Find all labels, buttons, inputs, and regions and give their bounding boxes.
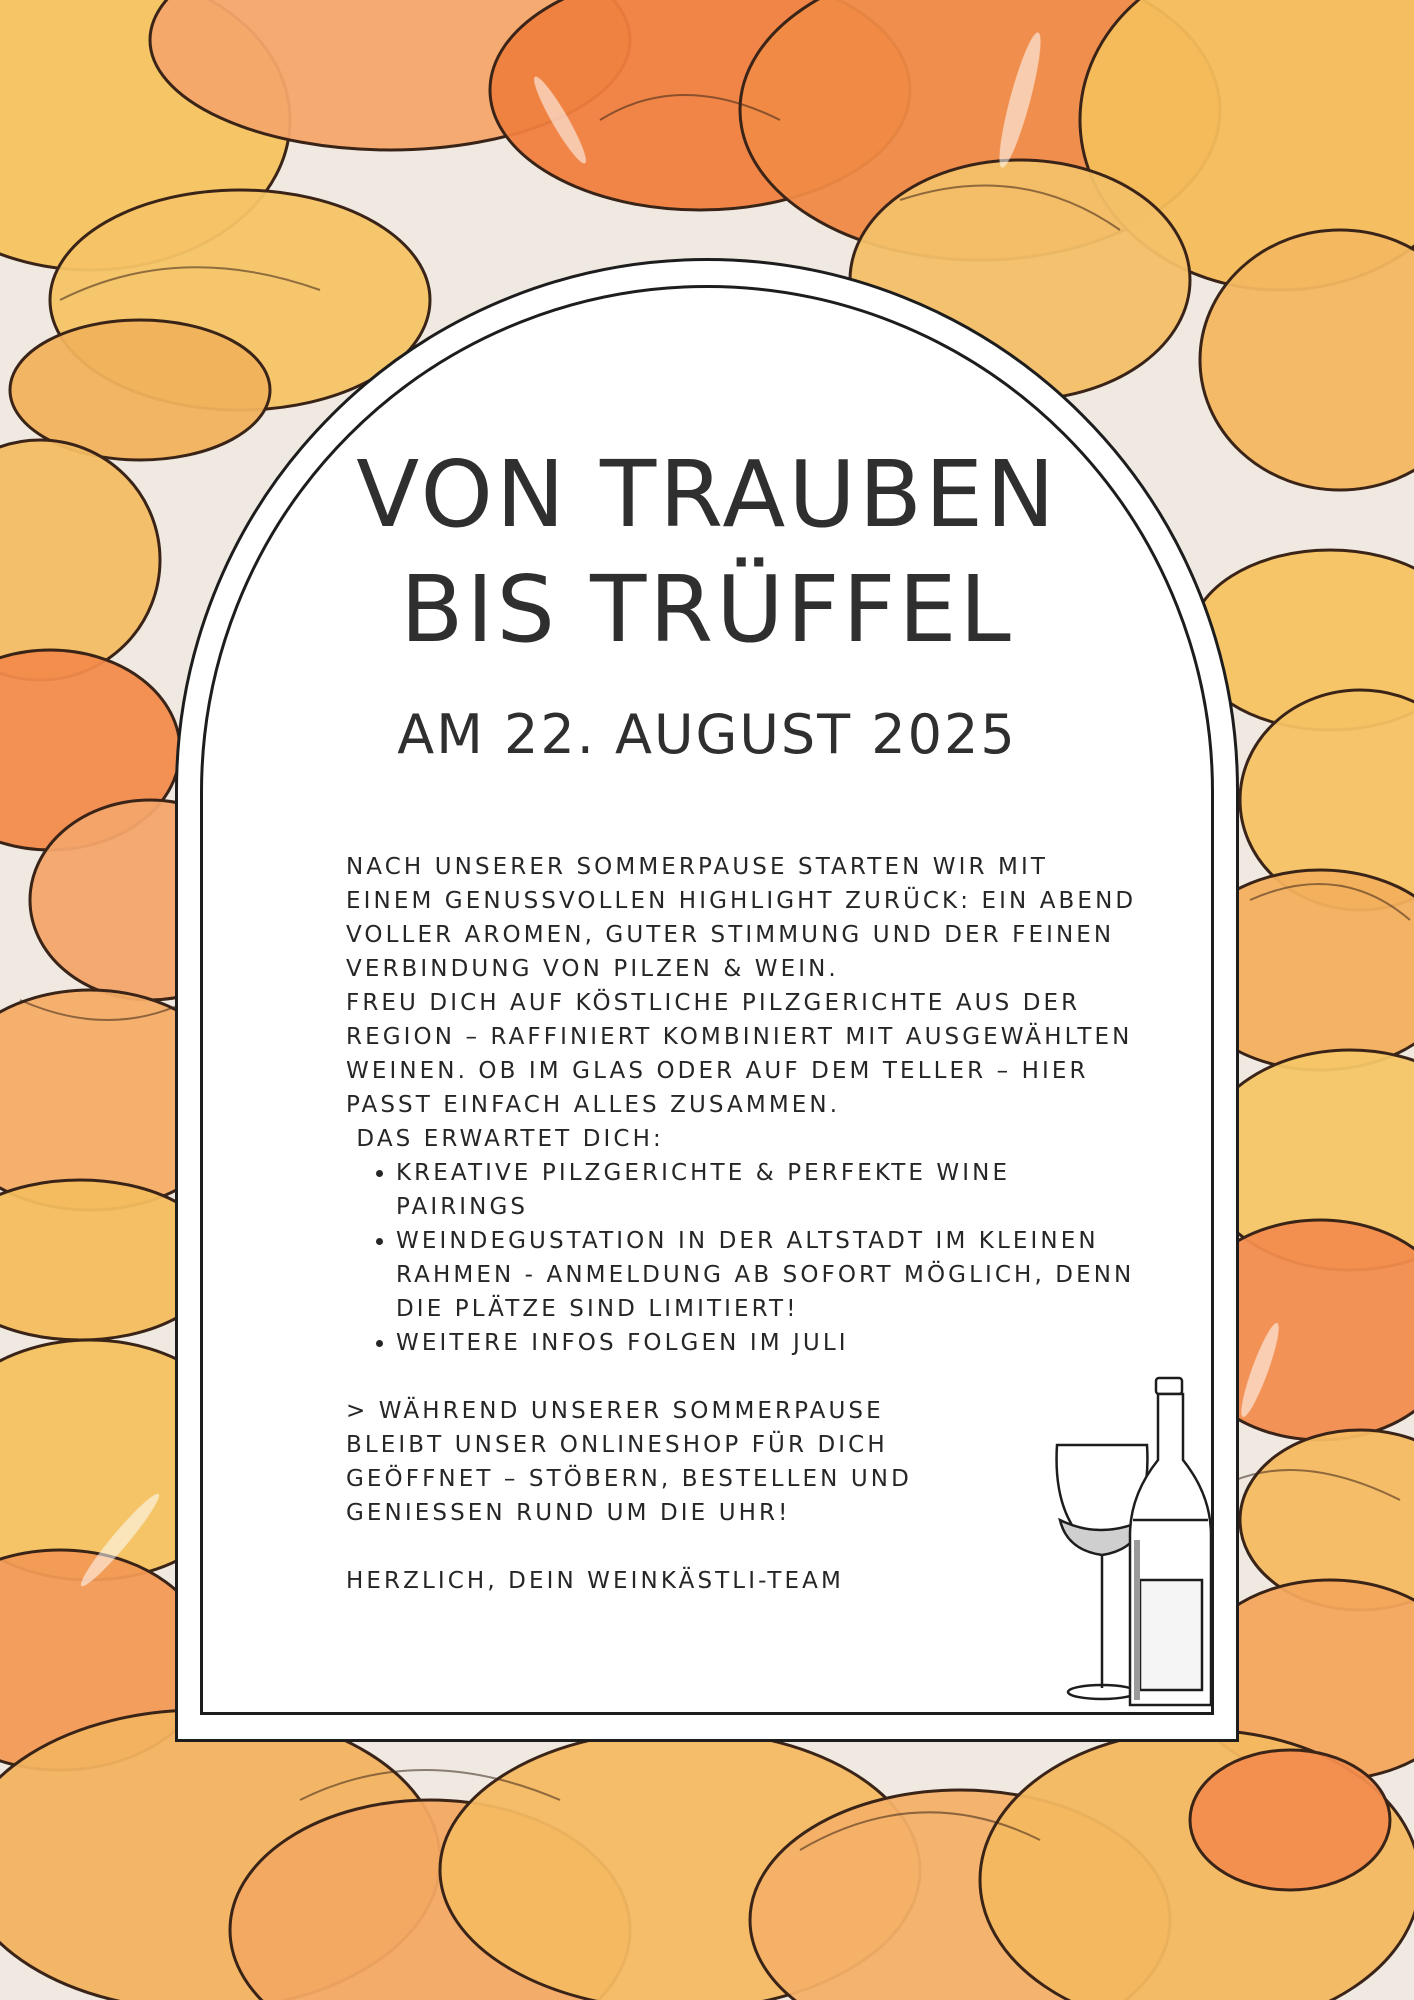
event-title-line2: BIS TRÜFFEL (400, 556, 1014, 663)
list-heading: DAS ERWARTET DICH: (346, 1126, 664, 1152)
food-paragraph: FREU DICH AUF KÖSTLICHE PILZGERICHTE AUS DER REGION – RAFFINIERT KOMBINIERT MIT AUSGEWÄHLTEN WEINEN. OB IM GLAS ODER AUF DEM TELLER – HIER PASST EINFACH ALLES ZUSAMMEN. (346, 990, 1133, 1118)
wine-illustration (1045, 1370, 1225, 1715)
highlights-list (346, 1156, 1146, 1360)
event-date: AM 22. AUGUST 2025 (397, 703, 1017, 766)
intro-paragraph: NACH UNSERER SOMMERPAUSE STARTEN WIR MIT EINEM GENUSSVOLLEN HIGHLIGHT ZURÜCK: EIN ABEND VOLLER AROMEN, GUTER STIMMUNG UND DER FEINEN VERBINDUNG VON PILZEN & WEIN. (346, 854, 1137, 982)
list-item: • KREATIVE PILZGERICHTE & PERFEKTE WINE PAIRINGS (396, 1156, 1146, 1224)
event-title-line1: VON TRAUBEN (356, 441, 1058, 548)
list-item: • WEINDEGUSTATION IN DER ALTSTADT IM KLEINEN RAHMEN - ANMELDUNG AB SOFORT MÖGLICH, DENN DIE PLÄTZE SIND LIMITIERT! (396, 1224, 1146, 1326)
event-description (346, 850, 1146, 1598)
list-item: • WEITERE INFOS FOLGEN IM JULI (396, 1326, 1146, 1360)
signature: HERZLICH, DEIN WEINKÄSTLI-TEAM (346, 1568, 844, 1594)
shop-note: > WÄHREND UNSERER SOMMERPAUSE BLEIBT UNSER ONLINESHOP FÜR DICH GEÖFFNET – STÖBERN, BESTELLEN UND GENIESSEN RUND UM DIE UHR! (346, 1398, 912, 1526)
wine-bottle-icon (1130, 1378, 1211, 1705)
